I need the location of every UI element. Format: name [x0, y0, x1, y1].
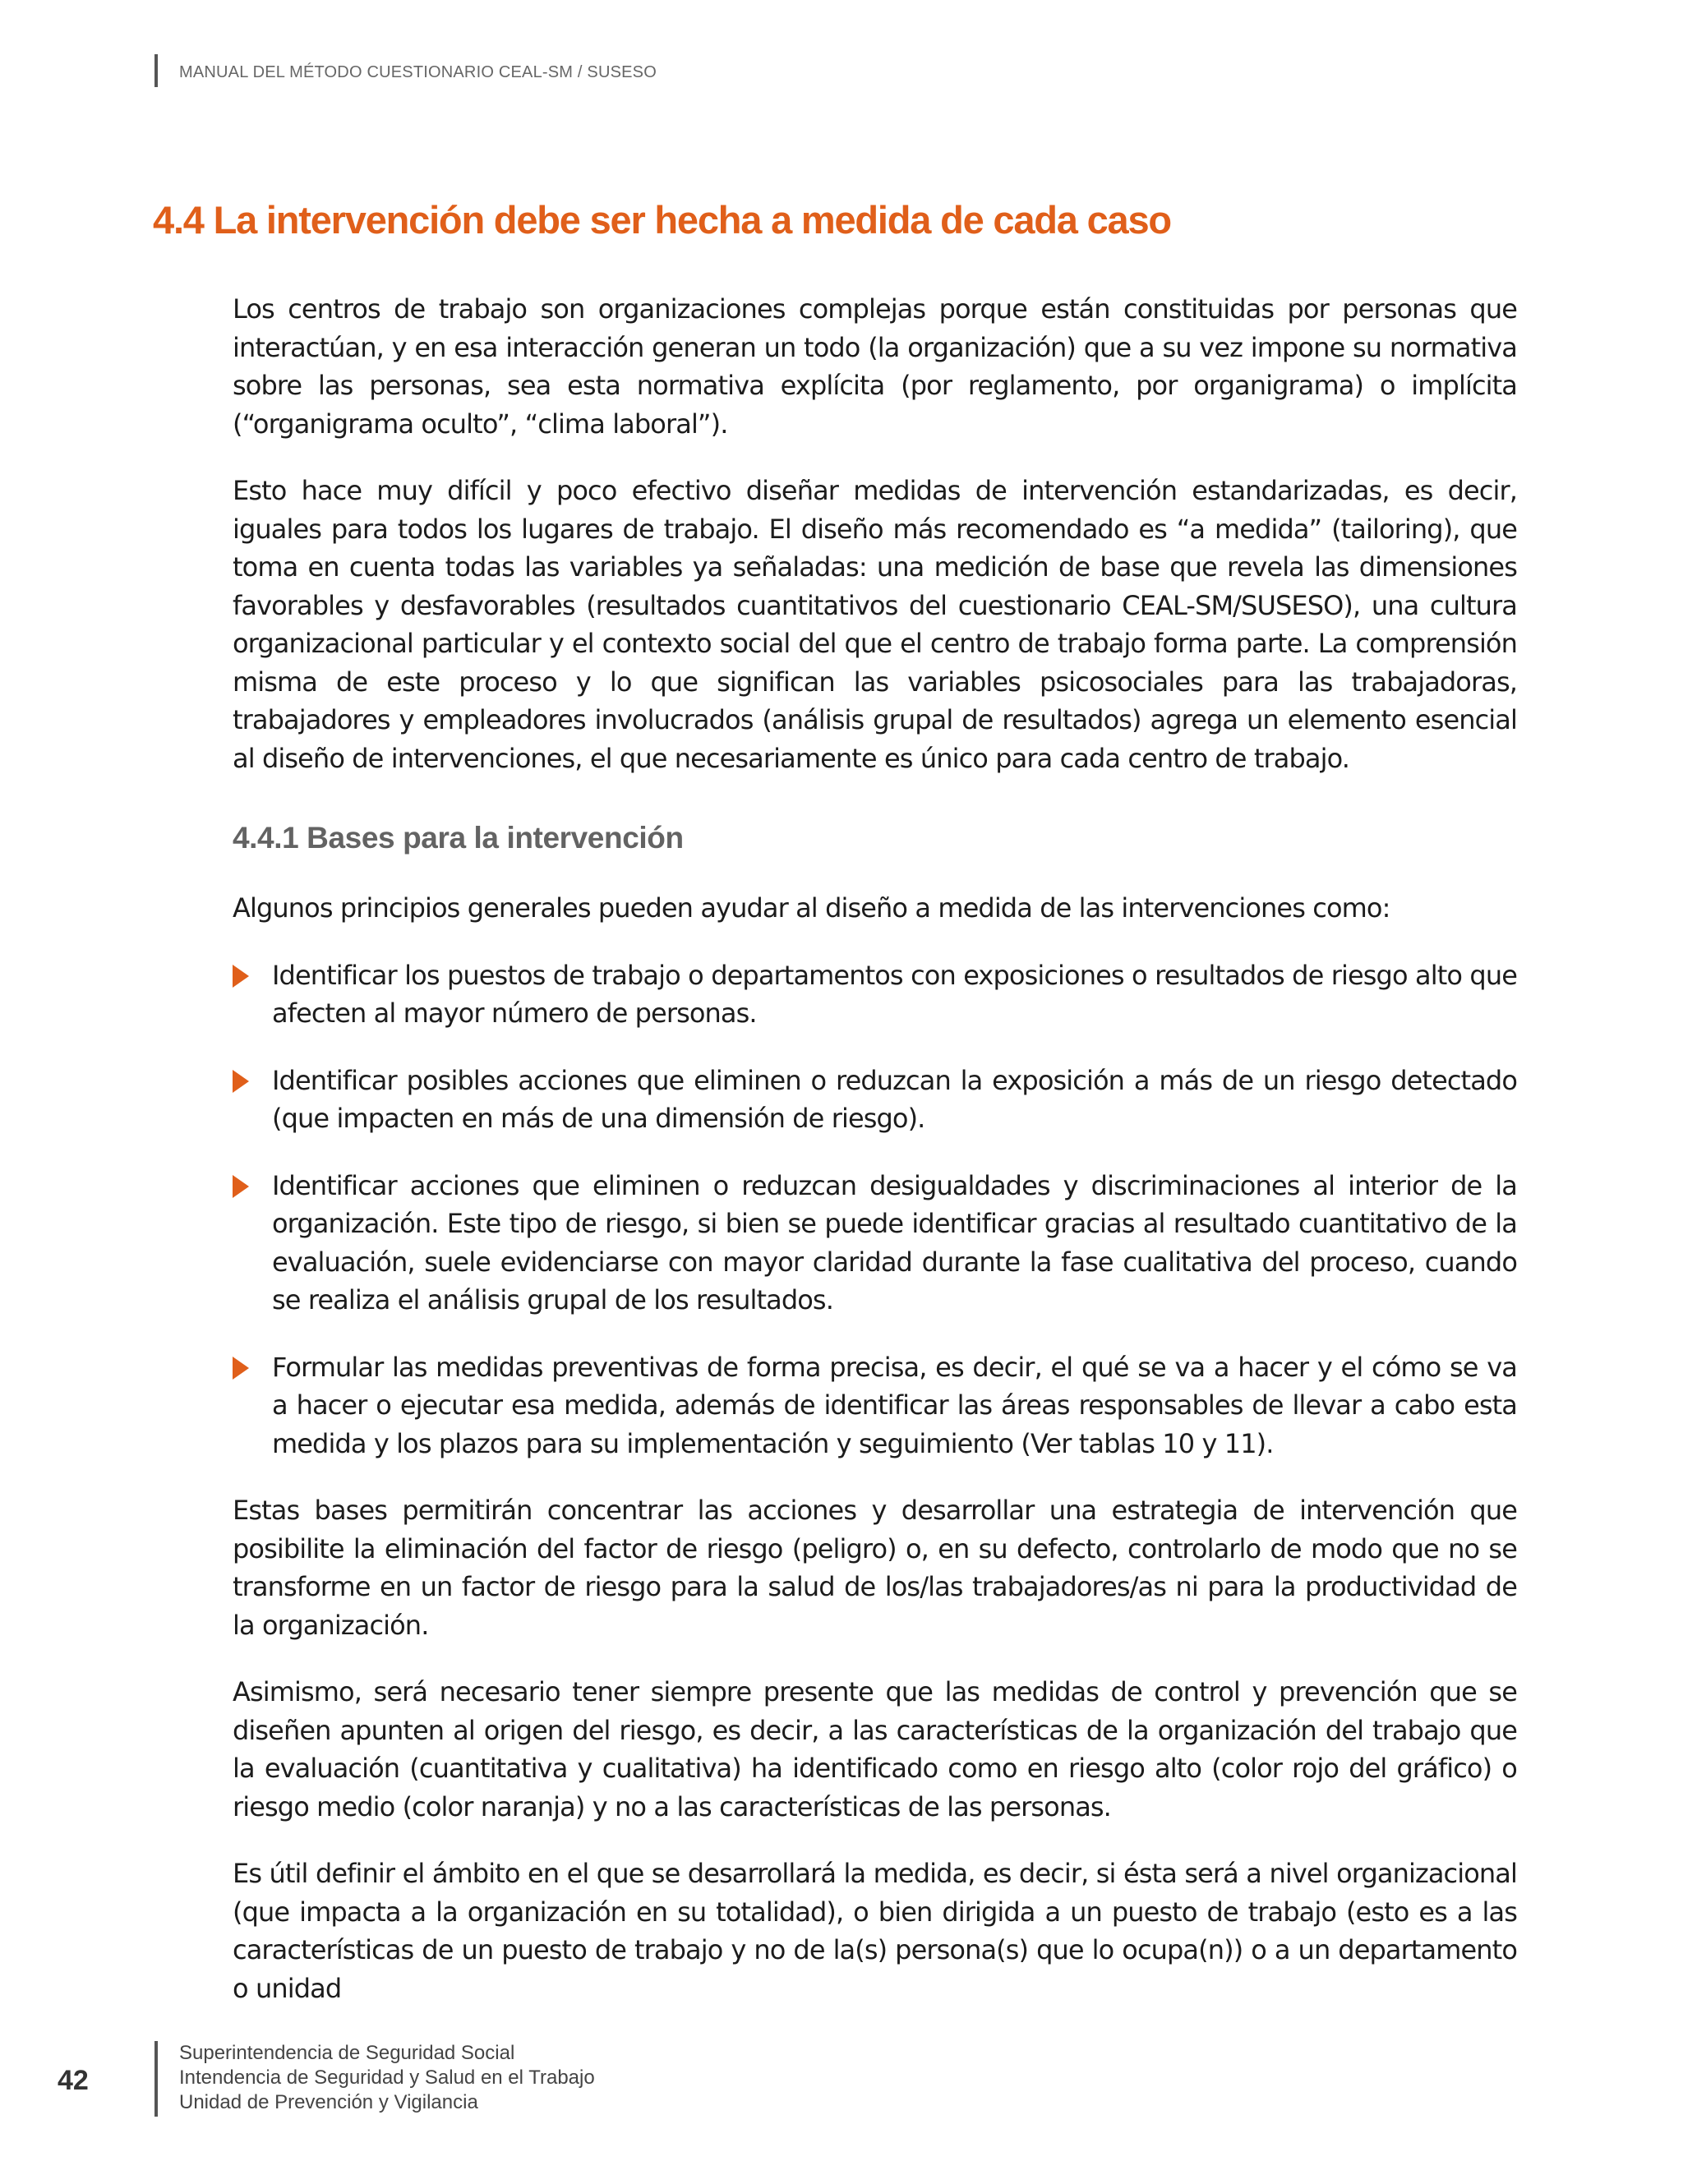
- footer: [154, 2041, 595, 2117]
- list-item: [233, 1348, 1517, 1463]
- footer-line: Intendencia de Seguridad y Salud en el Trabajo: [179, 2067, 595, 2089]
- running-header: [154, 54, 657, 87]
- body-paragraph: Estas bases permitirán concentrar las acciones y desarrollar una estrategia de intervención que posibilite la eliminación del factor de riesgo (peligro) o, en su defecto, controlarlo de modo que no se transforme en un factor de riesgo para la salud de los/las trabajadores/as ni para la productividad de la organización.: [233, 1495, 1517, 1641]
- list-item-text: Identificar posibles acciones que eliminen o reduzcan la exposición a más de un riesgo detectado (que impacten en más de una dimensión de riesgo).: [272, 1064, 1517, 1134]
- list-item-text: Formular las medidas preventivas de forma precisa, es decir, el qué se va a hacer y el cómo se va a hacer o ejecutar esa medida, además de identificar las áreas responsables de llevar a cabo esta medida y los plazos para su implementación y seguimiento (Ver tablas 10 y 11).: [272, 1351, 1517, 1459]
- footer-line: Unidad de Prevención y Vigilancia: [179, 2091, 478, 2113]
- section-title: 4.4 La intervención debe ser hecha a medida de cada caso: [153, 198, 1171, 242]
- body-paragraph: Esto hace muy difícil y poco efectivo diseñar medidas de intervención estandarizadas, es decir, iguales para todos los lugares de trabajo. El diseño más recomendado es “a medida” (tailoring), que toma en cuenta todas las variables ya señaladas: una medición de base que revela las dimensiones favorables y desfavorables (resultados cuantitativos del cuestionario CEAL-SM/SUSESO), una cultura organizacional particular y el contexto social del que el centro de trabajo forma parte. La comprensión misma de este proceso y lo que significan las variables psicosociales para las trabajadoras, trabajadores y empleadores involucrados (análisis grupal de resultados) agrega un elemento esencial al diseño de intervenciones, el que necesariamente es único para cada centro de trabajo.: [233, 475, 1517, 774]
- subsection-title: 4.4.1 Bases para la intervención: [233, 821, 684, 855]
- subsection-intro: Algunos principios generales pueden ayudar al diseño a medida de las intervenciones como:: [233, 892, 1390, 924]
- list-item: [233, 1167, 1517, 1320]
- triangle-bullet-icon: [233, 965, 249, 988]
- body-paragraph: Asimismo, será necesario tener siempre presente que las medidas de control y prevención que se diseñen apunten al origen del riesgo, es decir, a las características de la organización del trabajo que la evaluación (cuantitativa y cualitativa) ha identificado como en riesgo alto (color rojo del gráfico) o riesgo medio (color naranja) y no a las características de las personas.: [233, 1676, 1517, 1822]
- page-content: [233, 290, 1517, 2036]
- list-item-text: Identificar los puestos de trabajo o departamentos con exposiciones o resultados de riesgo alto que afecten al mayor número de personas.: [272, 959, 1517, 1029]
- triangle-bullet-icon: [233, 1175, 249, 1198]
- list-item: [233, 1062, 1517, 1138]
- footer-line: Superintendencia de Seguridad Social: [179, 2042, 515, 2064]
- body-paragraph: Es útil definir el ámbito en el que se desarrollará la medida, es decir, si ésta será a nivel organizacional (que impacta a la organización en su totalidad), o bien dirigida a un puesto de trabajo (esto es a las características de un puesto de trabajo y no de la(s) persona(s) que lo ocupa(n)) o a un departamento o unidad: [233, 1858, 1517, 2004]
- running-header-title: MANUAL DEL MÉTODO CUESTIONARIO CEAL-SM / SUSESO: [179, 63, 657, 81]
- triangle-bullet-icon: [233, 1357, 249, 1380]
- page-number: 42: [58, 2065, 89, 2096]
- list-item: [233, 956, 1517, 1033]
- principles-list: [233, 956, 1517, 1463]
- triangle-bullet-icon: [233, 1070, 249, 1093]
- body-paragraph: Los centros de trabajo son organizaciones complejas porque están constituidas por personas que interactúan, y en esa interacción generan un todo (la organización) que a su vez impone su normativa sobre las personas, sea esta normativa explícita (por reglamento, por organigrama) o implícita (“organigrama oculto”, “clima laboral”).: [233, 293, 1517, 440]
- list-item-text: Identificar acciones que eliminen o reduzcan desigualdades y discriminaciones al interior de la organización. Este tipo de riesgo, si bien se puede identificar gracias al resultado cuantitativo de la evaluación, suele evidenciarse con mayor claridad durante la fase cualitativa del proceso, cuando se realiza el análisis grupal de los resultados.: [272, 1169, 1517, 1315]
